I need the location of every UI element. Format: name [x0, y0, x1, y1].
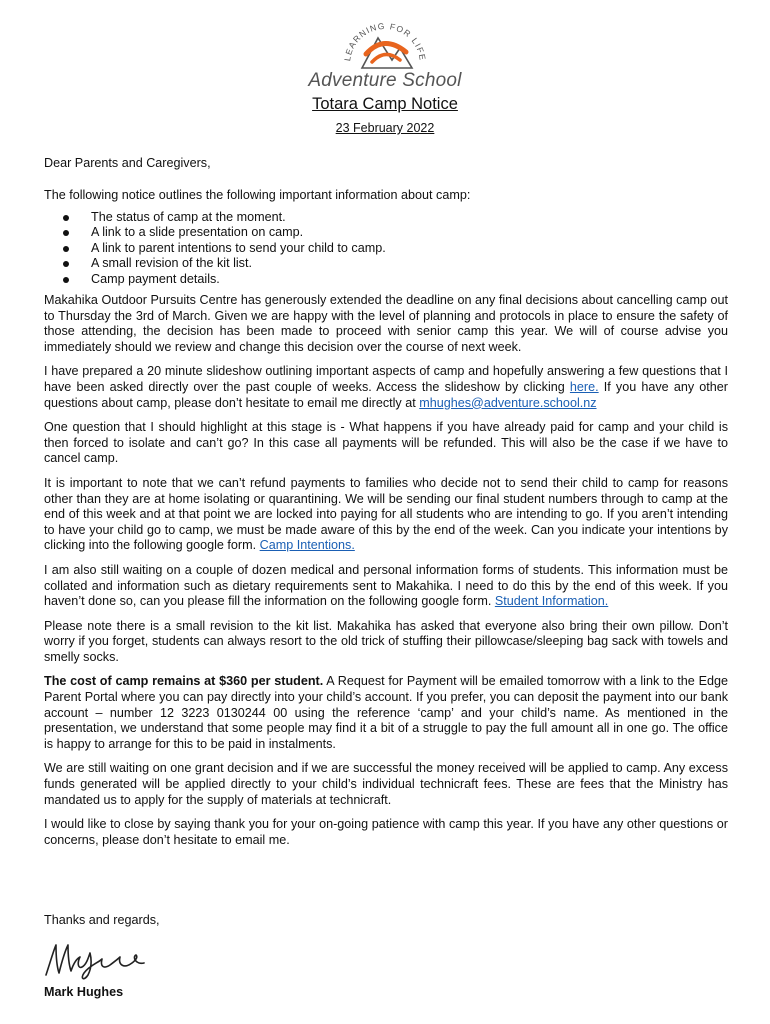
- payment-details-text: A Request for Payment will be emailed tomorrow with a link to the Edge Parent Portal where you can pay directly into your child’s account. If you prefer, you can deposit the payment into our bank account – number 12 3223 0130244 00 using the reference ‘camp’ and your child’s name. As mentioned in the presentation, we understand that some people may find it a bit of a struggle to pay the full amount all in one go. The office is happy to arrange for this to be paid in instalments.: [44, 674, 728, 751]
- signer-name: Mark Hughes: [44, 985, 124, 999]
- list-item: A link to parent intentions to send your child to camp.: [44, 241, 728, 256]
- paragraph-thanks: I would like to close by saying thank you for your on-going patience with camp this year. If you have any other questions or concerns, please don’t hesitate to email me.: [44, 817, 728, 847]
- paragraph-slideshow: [44, 364, 728, 411]
- paragraph-payment: [44, 674, 728, 752]
- logo-tagline: LEARNING FOR LIFE: [342, 20, 428, 62]
- slideshow-text: I have prepared a 20 minute slideshow outlining important aspects of camp and hopefully answering a few questions that I have been asked directly over the past couple of weeks. Access the slideshow by clicking: [44, 364, 728, 394]
- list-item: Camp payment details.: [44, 272, 728, 287]
- info-list: [44, 210, 728, 287]
- school-name: Adventure School: [308, 70, 462, 91]
- greeting: Dear Parents and Caregivers,: [44, 156, 211, 170]
- notice-body: [44, 293, 728, 857]
- closing-text: Thanks and regards,: [44, 913, 160, 927]
- email-prompt-text: If you have any other questions about camp, please don’t hesitate to email me directly at: [44, 379, 728, 410]
- intentions-text: It is important to note that we can’t refund payments to families who decide not to send their child to camp for reasons other than they are at home isolating or quarantining. We will be sending our final student numbers through to camp at the end of this week and at that point we are locked into paying for all students who are intending to go. If you aren’t intending to have your child go to camp, we must be made aware of this by the end of the week. Can you indicate your intentions by clicking into the following google form.: [44, 475, 728, 553]
- medical-forms-text: I am also still waiting on a couple of dozen medical and personal information forms of students. This information must be collated and information such as dietary requirements sent to Makahika. I need to do this by the end of this week. If you haven’t done so, can you please fill the information on the following google form.: [44, 562, 728, 609]
- paragraph-medical-forms: [44, 563, 728, 610]
- student-information-link[interactable]: Student Information.: [494, 594, 609, 609]
- logo-emblem-icon: [300, 18, 470, 74]
- notice-date: 23 February 2022: [335, 121, 435, 135]
- camp-cost-text: The cost of camp remains at $360 per student.: [44, 674, 324, 689]
- list-item: The status of camp at the moment.: [44, 210, 728, 225]
- email-link[interactable]: mhughes@adventure.school.nz: [419, 395, 597, 410]
- paragraph-refund: One question that I should highlight at this stage is - What happens if you have already paid for camp and your child is then forced to isolate and can’t go? In this case all payments will be refunded. This will also be the case if we have to cancel camp.: [44, 420, 728, 466]
- intro-text: The following notice outlines the following important information about camp:: [44, 188, 471, 202]
- paragraph-grant: We are still waiting on one grant decision and if we are successful the money received will be applied to camp. Any excess funds generated will be applied directly to your child’s individual technicraft fees. These are fees that the Ministry has mandated us to apply for the supply of materials at technicraft.: [44, 761, 728, 807]
- paragraph-kit-list: Please note there is a small revision to the kit list. Makahika has asked that everyone also bring their own pillow. Don’t worry if you forget, students can always resort to the old trick of stuffing their pillowcase/sleeping bag sack with towels and smelly socks.: [44, 618, 728, 664]
- camp-intentions-link[interactable]: Camp Intentions.: [259, 538, 355, 553]
- list-item: A small revision of the kit list.: [44, 256, 728, 271]
- notice-title: Totara Camp Notice: [312, 95, 458, 113]
- signature-icon: [40, 935, 160, 987]
- list-item: A link to a slide presentation on camp.: [44, 225, 728, 240]
- paragraph-deadline: Makahika Outdoor Pursuits Centre has generously extended the deadline on any final decisions about cancelling camp out to Thursday the 3rd of March. Given we are happy with the level of planning and protocols in place to ensure the safety of those attending, the decision has been made to proceed with senior camp this year. We will of course advise you immediately should we review and change this decision over the course of next week.: [44, 293, 728, 354]
- paragraph-intentions: [44, 476, 728, 554]
- slideshow-link[interactable]: here.: [569, 379, 599, 394]
- school-logo: [300, 18, 470, 92]
